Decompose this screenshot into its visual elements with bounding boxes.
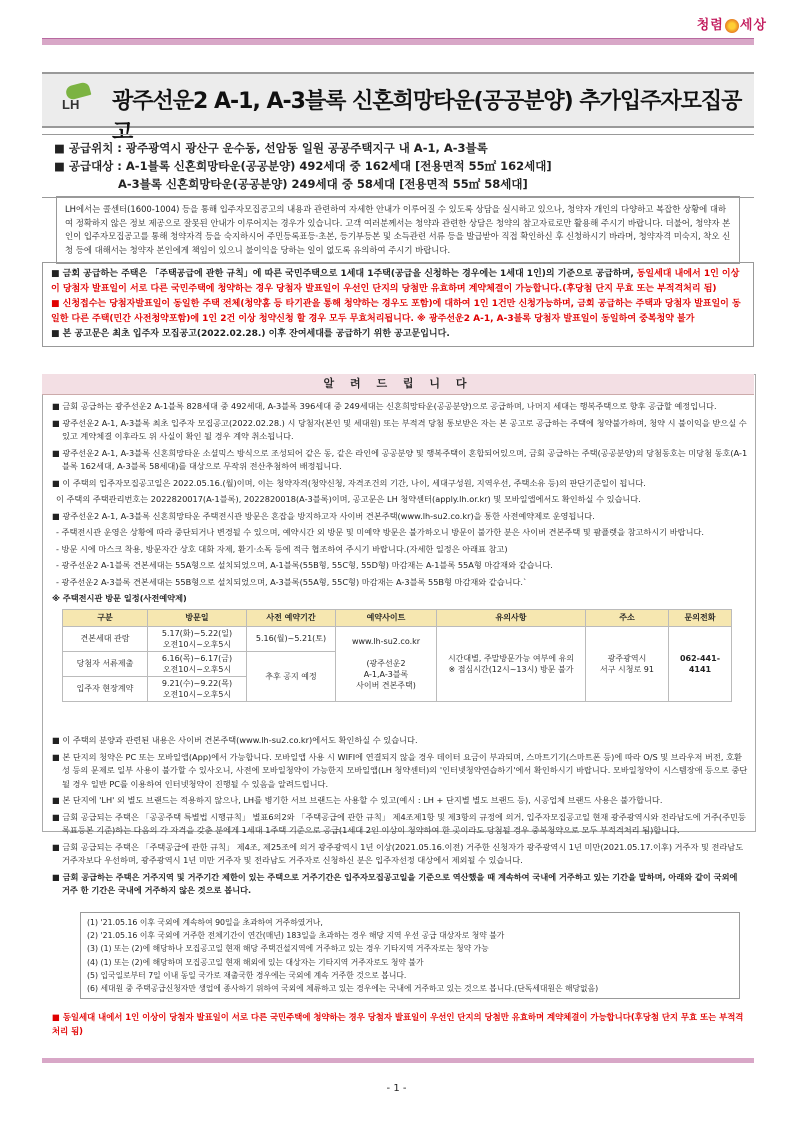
- schedule-caption: ※ 주택전시관 방문 일정(사전예약제): [52, 593, 187, 603]
- table-header: 구분: [63, 609, 148, 626]
- sun-icon: [725, 19, 739, 33]
- table-header: 문의전화: [669, 609, 732, 626]
- warning-item: ■ 본 공고문은 최초 입주자 모집공고(2022.02.28.) 이후 잔여세대를 공급하기 위한 공고문입니다.: [51, 329, 450, 339]
- top-divider: [42, 38, 754, 45]
- info-item: ■ 본 단지에 'LH' 외 별도 브랜드는 적용하지 않으나, LH를 병기한 서브 브랜드는 사용할 수 있고(예시 : LH + 단지별 별도 브랜드 등), 시공업체 브랜드 사용은 불가합니다.: [52, 795, 663, 805]
- table-cell: 추후 공지 예정: [247, 651, 336, 701]
- condition-item: (4) (1) 또는 (2)에 해당하며 모집공고일 현재 해외에 있는 대상자는 기타지역 거주자로도 청약 불가: [87, 957, 424, 967]
- table-cell: 시간대별, 주말방문가능 여부에 유의 ※ 점심시간(12시~13시) 방문 불가: [437, 626, 586, 701]
- table-cell: 062-441-4141: [669, 626, 732, 701]
- condition-item: (6) 세대원 중 주택공급신청자만 생업에 종사하기 위하여 국외에 체류하고 있는 경우에는 국내에 거주하고 있는 것으로 봅니다.(단독세대원은 해당없음): [87, 984, 599, 994]
- warning-item: ■ 신청접수는 당첨자발표일이 동일한 주택 전체(청약홈 등 타기관을 통해 청약하는 경우도 포함)에 대하여 1인 1건만 신청가능하며, 금회 공급하는 주택과 당첨자 발표일이 동일한 다른 주택(민간 사전청약포함)에 1인 2건 이상 청약신청 할 경우 모두 무효처리됩니다. ※ 광주선운2 A-1, A-3블록 당첨자 발표일이 동일하여 중복청약 불가: [51, 299, 741, 324]
- table-header: 방문일: [148, 609, 247, 626]
- table-cell: 9.21(수)~9.22(목) 오전10시~오후5시: [148, 676, 247, 701]
- info-body-continued: [52, 734, 748, 901]
- table-header: 사전 예약기간: [247, 609, 336, 626]
- table-cell: 5.16(월)~5.21(토): [247, 626, 336, 651]
- table-cell: www.lh-su2.co.kr (광주선운2 A-1,A-3블록 사이버 견본주택): [336, 626, 437, 701]
- info-item: ■ 광주선운2 A-1, A-3블록 최초 입주자 모집공고(2022.02.28.) 시 당첨자(본인 및 세대원) 또는 부적격 당첨 통보받은 자는 본 공고로 공급하는 주택에 청약불가하며, 청약 시 불이익을 받으실 수 있고 계약체결 이후라도 위 사실이 확인 될 경우 계약 취소됩니다.: [52, 417, 747, 441]
- info-item: ■ 금회 공급하는 주택은 거주지역 및 거주기간 제한이 있는 주택으로 거주기간은 입주자모집공고일을 기준으로 역산했을 때 계속하여 국내에 거주하고 있는 기간을 말하며, 아래와 같이 국외에 거주 한 기간은 국내에 거주하지 않은 것으로 봅니다.: [52, 871, 738, 895]
- info-item: - 주택전시관 운영은 상황에 따라 중단되거나 변경될 수 있으며, 예약시간 외 방문 및 미예약 방문은 불가하오니 방문이 불가한 분은 사이버 견본주택 및 팜플렛을 참고하시기 바랍니다.: [56, 527, 704, 537]
- table-header: 예약사이트: [336, 609, 437, 626]
- info-item: - 광주선운2 A-1블록 견본세대는 55A형으로 설치되었으며, A-1블록(55B형, 55C형, 55D형) 마감재는 A-1블록 55A형 마감재와 같습니다.: [56, 560, 553, 570]
- condition-item: (3) (1) 또는 (2)에 해당하나 모집공고일 현재 해당 주택건설지역에 거주하고 있는 경우 기타지역 거주자로는 청약 가능: [87, 944, 489, 954]
- lh-logo: [60, 84, 100, 114]
- table-cell: 6.16(목)~6.17(금) 오전10시~오후5시: [148, 651, 247, 676]
- bottom-divider: [42, 1058, 754, 1063]
- table-header: 유의사항: [437, 609, 586, 626]
- table-row: [63, 626, 732, 651]
- info-item: ■ 본 단지의 청약은 PC 또는 모바일앱(App)에서 가능합니다. 모바일앱 사용 시 WIFI에 연결되지 않을 경우 데이터 요금이 부과되며, 스마트기기(스마트폰 등)에 따라 O/S 및 브라우저 버전, 호환성 등의 문제로 일부 사용이 불가할 수 있사오니, 사전에 모바일청약이 가능한지 모바일앱(LH 청약센터)의 '인터넷청약연습하기'에서 확인하시기 바랍니다. 모바일청약이 시스템장애 등으로 중단될 경우 일반 PC를 이용하여 인터넷청약이 진행될 수 있음을 알려드립니다.: [52, 751, 748, 789]
- info-item: ■ 광주선운2 A-1, A-3블록 신혼희망타운 주택전시관 방문은 혼잡을 방지하고자 사이버 견본주택(www.lh-su2.co.kr)을 통한 사전예약제로 운영됩니다.: [52, 510, 595, 521]
- location-line: ■ 공급대상 : A-1블록 신혼희망타운(공공분양) 492세대 중 162세대 [전용면적 55㎡ 162세대]: [54, 159, 552, 173]
- supply-location: [42, 134, 754, 198]
- notice-box: LH에서는 콜센터(1600-1004) 등을 통해 입주자모집공고의 내용과 관련하여 자세한 안내가 이루어질 수 있도록 상담을 실시하고 있으나, 청약자 개인의 다양하고 복잡한 상황에 대하여 정확하지 않은 정보 제공으로 잘못된 안내가 이루어지는 경우가 있습니다. 고객 여러분께서는 청약과 관련한 상담은 청약의 참고자료로만 활용해 주시기 바랍니다. 더불어, 청약자 본인이 입주자모집공고를 통해 청약자격 등을 숙지하시어 주민등록표등·초본, 등기부등본 및 소득관련 서류 등을 발급받아 직접 확인하신 후 신청하시기 바라며, 청약자격 미숙지, 착오 신청 등에 대해서는 청약자 본인에게 책임이 있으니 불이익을 당하는 일이 없도록 유의하여 주시기 바랍니다.: [56, 196, 740, 264]
- warning-text: ■ 금회 공급하는 주택은 「주택공급에 관한 규칙」에 따른 국민주택으로 1세대 1주택(공급을 신청하는 경우에는 1세대 1인)의 기준으로 공급하며,: [51, 269, 634, 279]
- info-item: ■ 금회 공급하는 광주선운2 A-1블록 828세대 중 492세대, A-3블록 396세대 중 249세대는 신혼희망타운(공공분양)으로 공급하며, 나머지 세대는 행복주택으로 향후 공급할 예정입니다.: [52, 401, 717, 411]
- warning-red-text: 동일세대 내에서 1인 이상이 당첨자 발표일이 서로 다른 국민주택에 청약하는 경우 당첨자 발표일이 우선인 단지의 당첨만 유효하며 계약체결이 가능합니다.(후당첨 단지 무효 또는 부적격처리 됨): [51, 269, 740, 294]
- info-item: - 광주선운2 A-3블록 견본세대는 55B형으로 설치되었으며, A-3블록(55A형, 55C형) 마감재는 A-3블록 55B형 마감재와 같습니다.`: [56, 576, 528, 587]
- info-item: ■ 광주선운2 A-1, A-3블록 신혼희망타운 소셜믹스 방식으로 조성되어 같은 동, 같은 라인에 공공분양 및 행복주택이 혼합되어있으며, 금회 공급하는 주택(공공분양)의 당첨동호는 미당첨 동호(A-1블록 162세대, A-3블록 58세대)를 대상으로 무작위 전산추첨하여 배정됩니다.: [52, 447, 748, 471]
- residence-conditions-box: [80, 912, 740, 999]
- location-line: A-3블록 신혼희망타운(공공분양) 249세대 중 58세대 [전용면적 55㎡ 58세대]: [118, 177, 528, 191]
- table-cell: 입주자 현장계약: [63, 676, 148, 701]
- info-item: ■ 금회 공급되는 주택은 「공공주택 특별법 시행규칙」 별표6의2와 「주택공급에 관한 규칙」 제4조제1항 및 제3항의 규정에 의거, 입주자모집공고일 현재 광주광역시와 전라남도에 거주(주민등록표등본 기준)하는 다음의 각 자격을 갖춘 분에게 1세대 1주택 기준으로 공급(1세대 2인 이상이 청약하여 한 곳이라도 당첨될 경우 중복청약으로 모두 부적격처리 됨)합니다.: [52, 811, 746, 835]
- table-cell: 5.17(화)~5.22(일) 오전10시~오후5시: [148, 626, 247, 651]
- info-item: - 방문 시에 마스크 착용, 방문자간 상호 대화 자제, 환기·소독 등에 적극 협조하여 주시기 바랍니다.(자세한 일정은 아래표 참고): [56, 543, 508, 554]
- page-number: - 1 -: [386, 1083, 407, 1094]
- page-title: 광주선운2 A-1, A-3블록 신혼희망타운(공공분양) 추가입주자모집공고: [112, 89, 742, 145]
- panel-title: 알 려 드 립 니 다: [42, 374, 754, 395]
- brand-logo: 청렴 세상: [696, 18, 767, 33]
- info-item: 이 주택의 주택관리번호는 2022820017(A-1블록), 2022820018(A-3블록)이며, 공고문은 LH 청약센터(apply.lh.or.kr) 및 모바일앱에서도 확인하실 수 있습니다.: [56, 494, 641, 504]
- table-cell: 견본세대 관람: [63, 626, 148, 651]
- condition-item: (1) '21.05.16 이후 국외에 계속하여 90일을 초과하여 거주하였거나,: [87, 918, 323, 927]
- table-cell: 광주광역시 서구 시청로 91: [586, 626, 669, 701]
- info-item: ■ 이 주택의 분양과 관련된 내용은 사이버 견본주택(www.lh-su2.co.kr)에서도 확인하실 수 있습니다.: [52, 735, 418, 745]
- info-item: ■ 이 주택의 입주자모집공고일은 2022.05.16.(월)이며, 이는 청약자격(청약신청, 자격조건의 기간, 나이, 세대구성원, 지역우선, 주택소유 등)의 판단기준일이 됩니다.: [52, 477, 646, 488]
- location-line: ■ 공급위치 : 광주광역시 광산구 운수동, 선암동 일원 공공주택지구 내 A-1, A-3블록: [54, 141, 488, 155]
- condition-item: (2) '21.05.16 이후 국외에 거주한 전체기간이 연간(매년) 183일을 초과하는 경우 해당 지역 우선 공급 대상자로 청약 불가: [87, 931, 505, 941]
- lh-logo-text: LH: [62, 97, 80, 112]
- info-item: ■ 금회 공급되는 주택은 「주택공급에 관한 규칙」 제4조, 제25조에 의거 광주광역시 1년 이상(2021.05.16.이전) 거주한 신청자가 광주광역시 1년 미만(2021.05.17.이후) 거주자 및 전라남도 거주자보다 우선하며, 광주광역시 1년 미만 거주자 및 전라남도 거주자로 신청하신 분은 입주자선정 대상에서 제외될 수 있습니다.: [52, 841, 744, 865]
- final-warning: ■ 동일세대 내에서 1인 이상이 당첨자 발표일이 서로 다른 국민주택에 청약하는 경우 당첨자 발표일이 우선인 단지의 당첨만 유효하며 계약체결이 가능합니다(후당첨 단지 무효 또는 부적격처리 됨): [52, 1012, 744, 1036]
- condition-item: (5) 입국일로부터 7일 이내 동일 국가로 재출국한 경우에는 국외에 계속 거주한 것으로 봅니다.: [87, 970, 407, 980]
- schedule-table: [62, 609, 732, 702]
- table-header-row: [63, 609, 732, 626]
- warning-item: [51, 267, 745, 297]
- table-cell: 당첨자 서류제출: [63, 651, 148, 676]
- info-body: [52, 400, 748, 702]
- warning-box: [42, 262, 754, 347]
- table-header: 주소: [586, 609, 669, 626]
